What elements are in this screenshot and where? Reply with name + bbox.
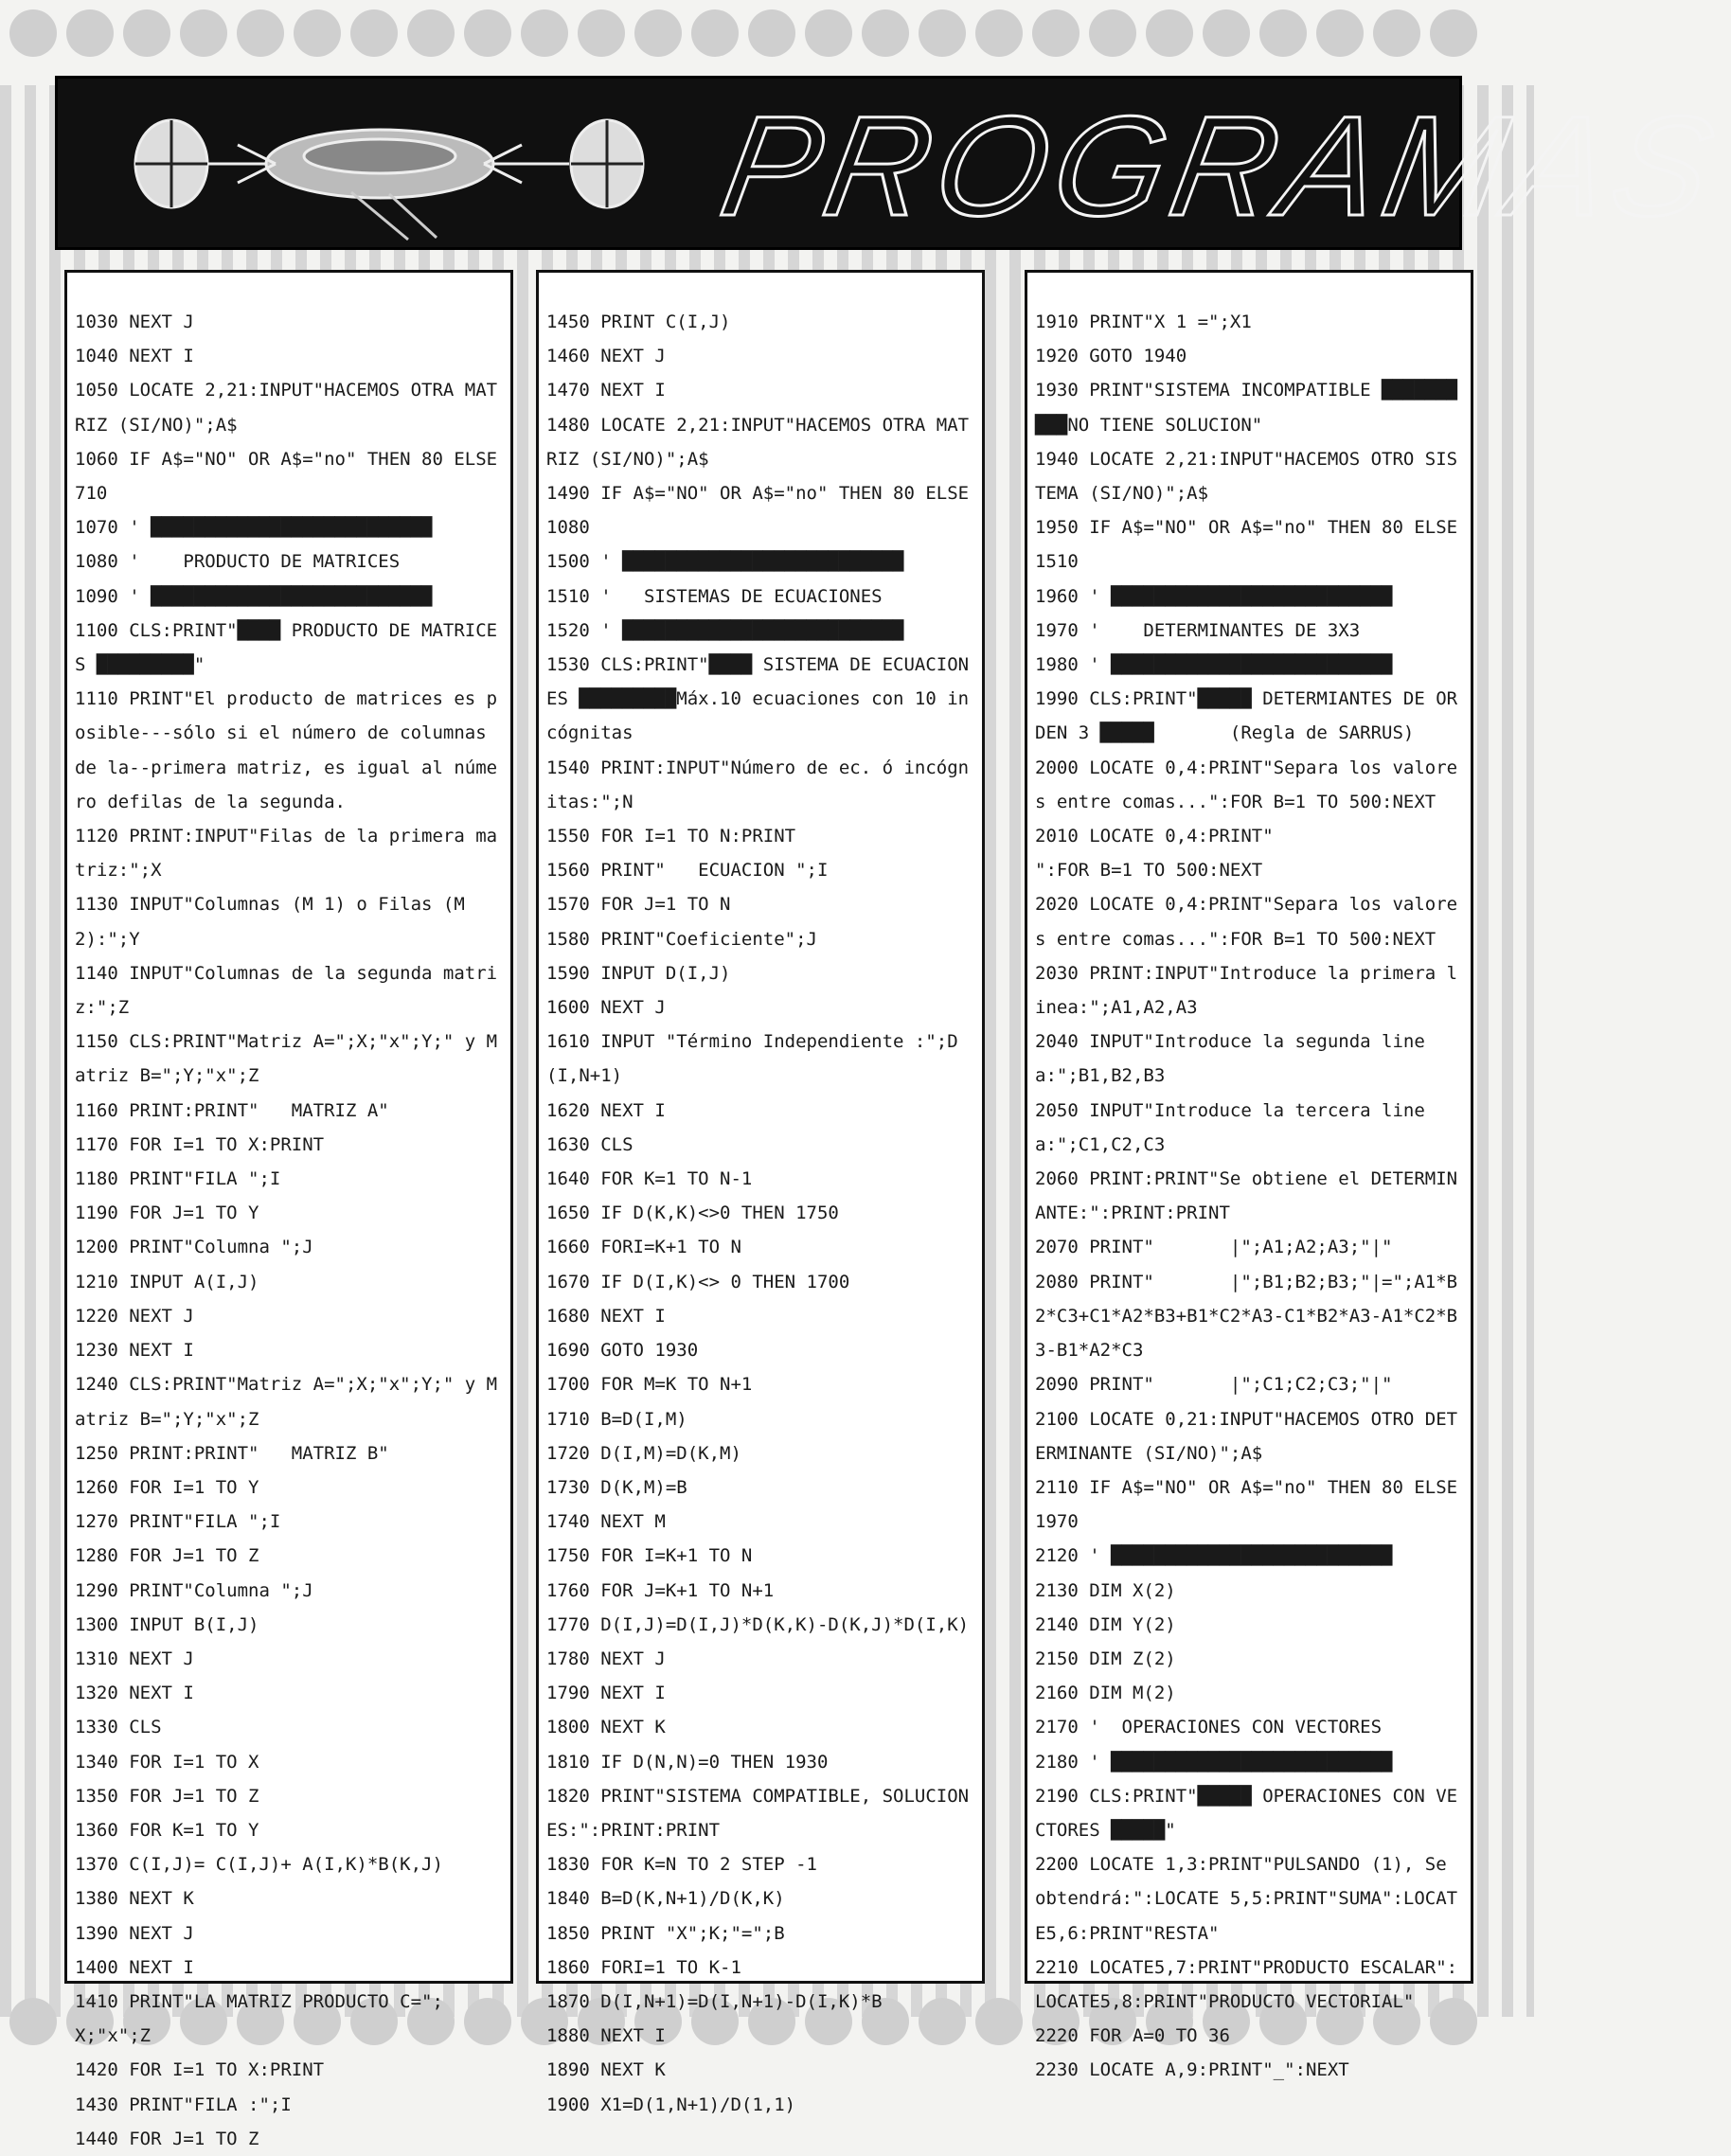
code-column-1 xyxy=(64,270,513,2149)
page-title: PROGRAMAS xyxy=(711,86,1731,245)
top-dot-border xyxy=(0,9,1534,66)
basic-listing-3: 1910 PRINT"X 1 =";X1 1920 GOTO 1940 1930 PRINT"SISTEMA INCOMPATIBLE ██████████NO TIENE SOLUCION" 1940 LOCATE 2,21:INPUT"HACEMOS OTRO SISTEMA (SI/NO)";A$ 1950 IF A$="NO" OR A$="no" THEN 80 ELSE 1510 1960 ' ██████████████████████████ 1970 ' DETERMINANTES DE 3X3 1980 ' ██████████████████████████ 1990 CLS:PRINT"█████ DETERMIANTES DE ORDEN 3 █████ (Regla de SARRUS) 2000 LOCATE 0,4:PRINT"Separa los valores entre comas...":FOR B=1 TO 500:NEXT 2010 LOCATE 0,4:PRINT" ":FOR B=1 TO 500:NEXT 2020 LOCATE 0,4:PRINT"Separa los valores entre comas...":FOR B=1 TO 500:NEXT 2030 PRINT:INPUT"Introduce la primera linea:";A1,A2,A3 2040 INPUT"Introduce la segunda linea:";B1,B2,B3 2050 INPUT"Introduce la tercera linea:";C1,C2,C3 2060 PRINT:PRINT"Se obtiene el DETERMINANTE:":PRINT:PRINT 2070 PRINT" |";A1;A2;A3;"|" 2080 PRINT" |";B1;B2;B3;"|=";A1*B2*C3+C1*A2*B3+B1*C2*A3-C1*B2*A3-A1*C2*B3-B1*A2*C3 2090 PRINT" |";C1;C2;C3;"|" 2100 LOCATE 0,21:INPUT"HACEMOS OTRO DETERMINANTE (SI/NO)";A$ 2110 IF A$="NO" OR A$="no" THEN 80 ELSE 1970 2120 ' ██████████████████████████ 2130 DIM X(2) 2140 DIM Y(2) 2150 DIM Z(2) 2160 DIM M(2) 2170 ' OPERACIONES CON VECTORES 2180 ' ██████████████████████████ 2190 CLS:PRINT"█████ OPERACIONES CON VECTORES █████" 2200 LOCATE 1,3:PRINT"PULSANDO (1), Se obtendrá:":LOCATE 5,5:PRINT"SUMA":LOCATE5,6:PRINT"RESTA" 2210 LOCATE5,7:PRINT"PRODUCTO ESCALAR":LOCATE5,8:PRINT"PRODUCTO VECTORIAL" 2220 FOR A=0 TO 36 2230 LOCATE A,9:PRINT"_":NEXT xyxy=(1035,312,1458,2081)
spaceship-icon xyxy=(124,88,654,240)
header-banner xyxy=(55,76,1731,250)
code-column-2 xyxy=(536,270,985,2115)
basic-listing-1: 1030 NEXT J 1040 NEXT I 1050 LOCATE 2,21:INPUT"HACEMOS OTRA MATRIZ (SI/NO)";A$ 1060 IF A$="NO" OR A$="no" THEN 80 ELSE 710 1070 ' ██████████████████████████ 1080 ' PRODUCTO DE MATRICES 1090 ' ██████████████████████████ 1100 CLS:PRINT"████ PRODUCTO DE MATRICES █████████" 1110 PRINT"El producto de matrices es posible---sólo si el número de columnas de la--primera matriz, es igual al número defilas de la segunda. 1120 PRINT:INPUT"Filas de la primera matriz:";X 1130 INPUT"Columnas (M 1) o Filas (M 2):";Y 1140 INPUT"Columnas de la segunda matriz:";Z 1150 CLS:PRINT"Matriz A=";X;"x";Y;" y Matriz B=";Y;"x";Z 1160 PRINT:PRINT" MATRIZ A" 1170 FOR I=1 TO X:PRINT 1180 PRINT"FILA ";I 1190 FOR J=1 TO Y 1200 PRINT"Columna ";J 1210 INPUT A(I,J) 1220 NEXT J 1230 NEXT I 1240 CLS:PRINT"Matriz A=";X;"x";Y;" y Matriz B=";Y;"x";Z 1250 PRINT:PRINT" MATRIZ B" 1260 FOR I=1 TO Y 1270 PRINT"FILA ";I 1280 FOR J=1 TO Z 1290 PRINT"Columna ";J 1300 INPUT B(I,J) 1310 NEXT J 1320 NEXT I 1330 CLS 1340 FOR I=1 TO X 1350 FOR J=1 TO Z 1360 FOR K=1 TO Y 1370 C(I,J)= C(I,J)+ A(I,K)*B(K,J) 1380 NEXT K 1390 NEXT J 1400 NEXT I 1410 PRINT"LA MATRIZ PRODUCTO C=";X;"x";Z 1420 FOR I=1 TO X:PRINT 1430 PRINT"FILA :";I 1440 FOR J=1 TO Z xyxy=(75,312,498,2149)
code-column-3 xyxy=(1025,270,1473,2081)
basic-listing-2: 1450 PRINT C(I,J) 1460 NEXT J 1470 NEXT I 1480 LOCATE 2,21:INPUT"HACEMOS OTRA MATRIZ (SI/NO)";A$ 1490 IF A$="NO" OR A$="no" THEN 80 ELSE 1080 1500 ' ██████████████████████████ 1510 ' SISTEMAS DE ECUACIONES 1520 ' ██████████████████████████ 1530 CLS:PRINT"████ SISTEMA DE ECUACIONES █████████Máx.10 ecuaciones con 10 incógnitas 1540 PRINT:INPUT"Número de ec. ó incógnitas:";N 1550 FOR I=1 TO N:PRINT 1560 PRINT" ECUACION ";I 1570 FOR J=1 TO N 1580 PRINT"Coeficiente";J 1590 INPUT D(I,J) 1600 NEXT J 1610 INPUT "Término Independiente :";D(I,N+1) 1620 NEXT I 1630 CLS 1640 FOR K=1 TO N-1 1650 IF D(K,K)<>0 THEN 1750 1660 FORI=K+1 TO N 1670 IF D(I,K)<> 0 THEN 1700 1680 NEXT I 1690 GOTO 1930 1700 FOR M=K TO N+1 1710 B=D(I,M) 1720 D(I,M)=D(K,M) 1730 D(K,M)=B 1740 NEXT M 1750 FOR I=K+1 TO N 1760 FOR J=K+1 TO N+1 1770 D(I,J)=D(I,J)*D(K,K)-D(K,J)*D(I,K) 1780 NEXT J 1790 NEXT I 1800 NEXT K 1810 IF D(N,N)=0 THEN 1930 1820 PRINT"SISTEMA COMPATIBLE, SOLUCIONES:":PRINT:PRINT 1830 FOR K=N TO 2 STEP -1 1840 B=D(K,N+1)/D(K,K) 1850 PRINT "X";K;"=";B 1860 FORI=1 TO K-1 1870 D(I,N+1)=D(I,N+1)-D(I,K)*B 1880 NEXT I 1890 NEXT K 1900 X1=D(1,N+1)/D(1,1) xyxy=(546,312,970,2115)
